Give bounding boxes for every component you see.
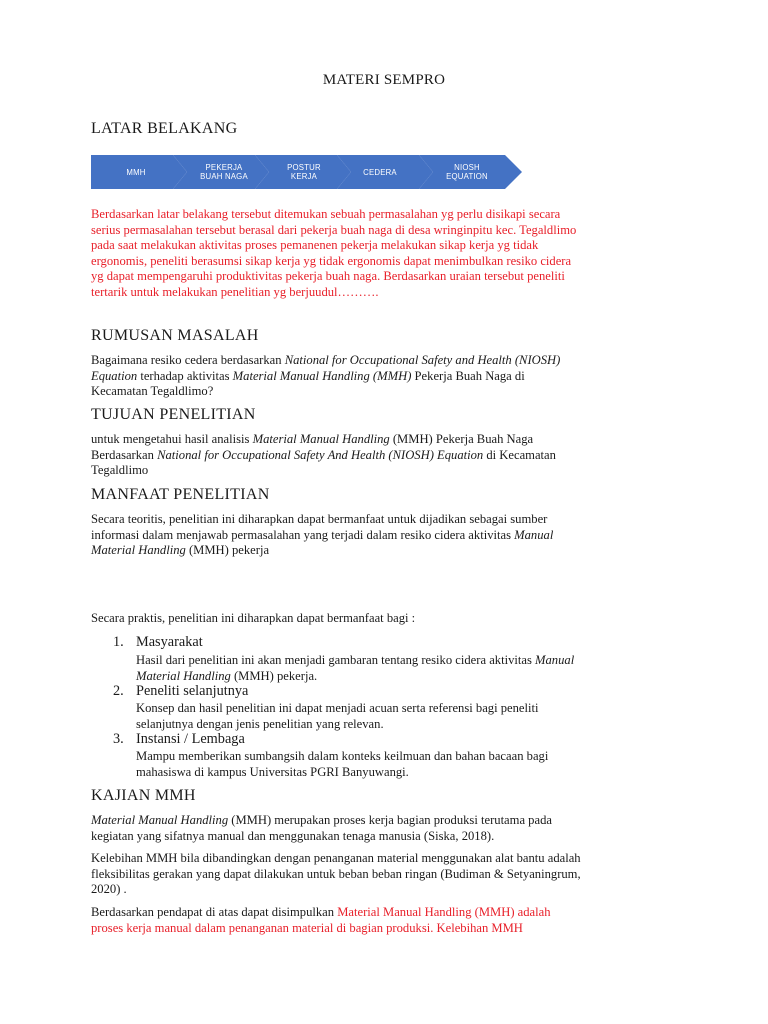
text-line: 2020) .: [91, 882, 127, 897]
text-line: yg dapat mempengaruhi produktivitas pekerja buah naga. Berdasarkan uraian tersebut peneliti: [91, 269, 565, 284]
text-line: pada saat melakukan aktivitas proses pemanenen pekerja melakukan sikap kerja yg tidak: [91, 238, 539, 253]
text-line: Material Manual Handling (MMH) merupakan proses kerja bagian produksi terutama pada: [91, 813, 552, 827]
list-item-body: [136, 653, 696, 684]
manfaat-teoritis-paragraph: [91, 512, 681, 559]
heading-tujuan-penelitian: TUJUAN PENELITIAN: [91, 406, 256, 423]
text-line: proses kerja manual dalam penanganan material di bagian produksi. Kelebihan MMH: [91, 920, 523, 935]
flow-step-label: PEKERJA BUAH NAGA: [200, 163, 248, 181]
text-line: Secara teoritis, penelitian ini diharapkan dapat bermanfaat untuk dijadikan sebagai sumber: [91, 512, 548, 526]
list-item-title: Peneliti selanjutnya: [136, 683, 249, 699]
list-item-number: 3.: [113, 731, 124, 747]
text-line: selanjutnya dengan jenis penelitian yang relevan.: [136, 716, 384, 731]
heading-rumusan-masalah: RUMUSAN MASALAH: [91, 327, 259, 344]
list-item-body: [136, 701, 696, 732]
text-line: informasi dalam menjawab permasalahan yang terjadi dalam resiko cidera aktivitas Manual: [91, 527, 554, 542]
rumusan-paragraph: [91, 353, 681, 400]
text-line: Kecamatan Tegaldlimo?: [91, 384, 214, 399]
text-line: Tegaldlimo: [91, 463, 149, 478]
text-line: Berdasarkan National for Occupational Safety And Health (NIOSH) Equation di Kecamatan: [91, 447, 556, 462]
text-line: kegiatan yang sifatnya manual dan menggunakan tenaga manusia (Siska, 2018).: [91, 828, 495, 843]
text-line: Bagaimana resiko cedera berdasarkan National for Occupational Safety and Health (NIOSH): [91, 353, 561, 367]
list-item-title: Instansi / Lembaga: [136, 731, 245, 747]
text-line: Berdasarkan latar belakang tersebut ditemukan sebuah permasalahan yg perlu disikapi secara: [91, 207, 561, 221]
text-line: ergonomis, peneliti berasumsi sikap kerja yg tidak ergonomis dapat menimbulkan resiko cidera: [91, 253, 572, 268]
text-line: Konsep dan hasil penelitian ini dapat menjadi acuan serta referensi bagi peneliti: [136, 701, 539, 715]
list-item-number: 1.: [113, 634, 124, 650]
text-line: fleksibilitas gerakan yang dapat dilakukan untuk beban beban ringan (Budiman & Setyaningrum,: [91, 866, 581, 881]
list-item-body: [136, 749, 696, 780]
flow-step-label: POSTUR KERJA: [287, 163, 321, 181]
manfaat-praktis-intro: Secara praktis, penelitian ini diharapkan dapat bermanfaat bagi :: [91, 611, 416, 625]
text-line: mahasiswa di kampus Universitas PGRI Banyuwangi.: [136, 764, 409, 779]
tujuan-paragraph: [91, 432, 681, 479]
list-item-number: 2.: [113, 683, 124, 699]
text-line: Equation terhadap aktivitas Material Manual Handling (MMH) Pekerja Buah Naga di: [91, 368, 525, 383]
text-line: Mampu memberikan sumbangsih dalam konteks keilmuan dan bahan bacaan bagi: [136, 749, 549, 763]
flow-step-label: NIOSH EQUATION: [446, 163, 488, 181]
kajian-paragraph-2: [91, 851, 681, 898]
flow-step-label: CEDERA: [363, 167, 397, 177]
text-line: serius permasalahan tersebut berasal dari pekerja buah naga di desa wringinpitu kec. Tegaldlimo: [91, 222, 577, 237]
heading-kajian-mmh: KAJIAN MMH: [91, 787, 196, 804]
text-line: Material Handling (MMH) pekerja: [91, 543, 270, 558]
text-line: untuk mengetahui hasil analisis Material Manual Handling (MMH) Pekerja Buah Naga: [91, 432, 534, 446]
page-title: MATERI SEMPRO: [322, 72, 446, 88]
kajian-paragraph-1: [91, 813, 681, 844]
list-item-title: Masyarakat: [136, 634, 203, 650]
latar-paragraph: [91, 207, 681, 301]
text-line: Kelebihan MMH bila dibandingkan dengan penanganan material menggunakan alat bantu adalah: [91, 851, 581, 865]
flow-step-label: MMH: [126, 167, 146, 177]
text-line: tertarik untuk melakukan penelitian yg berjuudul……….: [91, 284, 379, 299]
flow-step-niosh-equation: [419, 155, 523, 189]
text-line: Berdasarkan pendapat di atas dapat disimpulkan Material Manual Handling (MMH) adalah: [91, 905, 551, 919]
text-line: Hasil dari penelitian ini akan menjadi gambaran tentang resiko cidera aktivitas Manual: [136, 653, 575, 667]
heading-latar-belakang: LATAR BELAKANG: [91, 120, 238, 137]
heading-manfaat-penelitian: MANFAAT PENELITIAN: [91, 486, 270, 503]
text-line: Material Handling (MMH) pekerja.: [136, 668, 318, 683]
kajian-paragraph-3: [91, 905, 681, 936]
